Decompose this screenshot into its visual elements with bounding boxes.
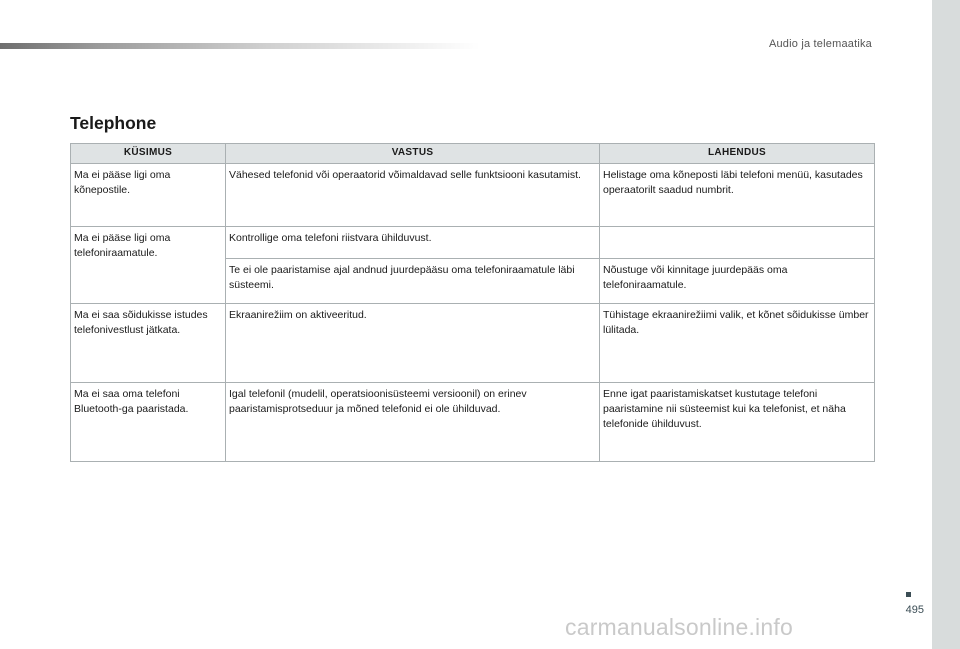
question-cell: Ma ei pääse ligi oma kõnepostile. <box>71 164 226 227</box>
column-header-answer: VASTUS <box>226 144 600 164</box>
troubleshooting-table <box>70 143 875 462</box>
table-row <box>71 304 875 383</box>
section-title: Audio ja telemaatika <box>768 38 872 50</box>
answer-cell: Kontrollige oma telefoni riistvara ühilduvust. <box>226 227 600 259</box>
answer-cell: Te ei ole paaristamise ajal andnud juurdepääsu oma telefoniraamatule läbi süsteemi. <box>226 259 600 304</box>
column-header-question: KÜSIMUS <box>71 144 226 164</box>
answer-cell: Igal telefonil (mudelil, operatsioonisüsteemi versioonil) on erinev paaristamisprotseduur ja mõned telefonid ei ole ühilduvad. <box>226 383 600 462</box>
answer-cell: Vähesed telefonid või operaatorid võimaldavad selle funktsiooni kasutamist. <box>226 164 600 227</box>
answer-cell: Ekraanirežiim on aktiveeritud. <box>226 304 600 383</box>
table-row <box>71 164 875 227</box>
table-row <box>71 383 875 462</box>
table-row <box>71 227 875 259</box>
table-header-row <box>71 144 875 164</box>
solution-cell: Enne igat paaristamiskatset kustutage telefoni paaristamine nii süsteemist kui ka telefonist, et näha telefonide ühilduvust. <box>600 383 875 462</box>
page-edge-bar <box>932 0 960 649</box>
solution-cell: Tühistage ekraanirežiimi valik, et kõnet sõidukisse ümber lülitada. <box>600 304 875 383</box>
question-cell: Ma ei pääse ligi oma telefoniraamatule. <box>71 227 226 304</box>
column-header-solution: LAHENDUS <box>600 144 875 164</box>
header-gradient-rule <box>0 43 480 49</box>
watermark-text: carmanualsonline.info <box>565 614 793 640</box>
solution-cell: Nõustuge või kinnitage juurdepääs oma telefoniraamatule. <box>600 259 875 304</box>
page-title: Telephone <box>70 113 157 133</box>
solution-cell <box>600 227 875 259</box>
page-marker-square <box>906 592 911 597</box>
question-cell: Ma ei saa oma telefoni Bluetooth-ga paaristada. <box>71 383 226 462</box>
question-cell: Ma ei saa sõidukisse istudes telefonivestlust jätkata. <box>71 304 226 383</box>
solution-cell: Helistage oma kõneposti läbi telefoni menüü, kasutades operaatorilt saadud numbrit. <box>600 164 875 227</box>
page-number: 495 <box>905 604 924 616</box>
